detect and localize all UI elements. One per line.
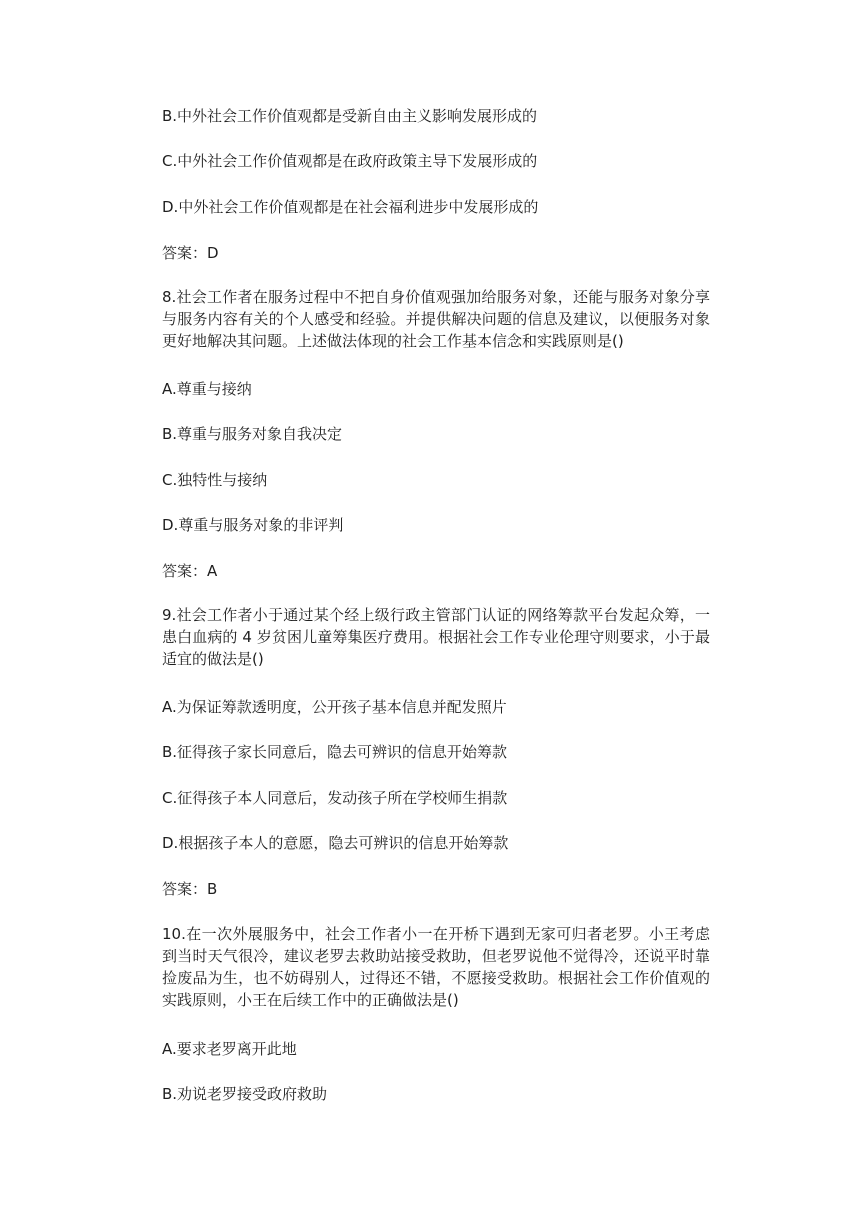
q8-question: 8.社会工作者在服务过程中不把自身价值观强加给服务对象，还能与服务对象分享与服务内容有关的个人感受和经验。并提供解决问题的信息及建议，以便服务对象更好地解决其问题。上述做法体现的社会工作基本信念和实践原则是() — [162, 288, 710, 350]
q7-answer: 答案：D — [162, 244, 219, 262]
q7-option-b: B.中外社会工作价值观都是受新自由主义影响发展形成的 — [162, 107, 538, 125]
q8-option-c: C.独特性与接纳 — [162, 471, 268, 489]
q10-option-a: A.要求老罗离开此地 — [162, 1040, 297, 1058]
q8-option-d: D.尊重与服务对象的非评判 — [162, 516, 344, 534]
q7-option-c: C.中外社会工作价值观都是在政府政策主导下发展形成的 — [162, 152, 538, 170]
q8-option-a: A.尊重与接纳 — [162, 380, 252, 398]
q9-answer: 答案：B — [162, 880, 218, 898]
q8-option-b: B.尊重与服务对象自我决定 — [162, 425, 343, 443]
q9-option-b: B.征得孩子家长同意后，隐去可辨识的信息开始筹款 — [162, 743, 508, 761]
q9-option-a: A.为保证筹款透明度，公开孩子基本信息并配发照片 — [162, 698, 507, 716]
q10-option-b: B.劝说老罗接受政府救助 — [162, 1085, 328, 1103]
q8-answer: 答案：A — [162, 562, 218, 580]
q7-option-d: D.中外社会工作价值观都是在社会福利进步中发展形成的 — [162, 198, 539, 216]
q9-option-c: C.征得孩子本人同意后，发动孩子所在学校师生捐款 — [162, 789, 508, 807]
q9-question: 9.社会工作者小于通过某个经上级行政主管部门认证的网络筹款平台发起众筹，一患白血病的 4 岁贫困儿童筹集医疗费用。根据社会工作专业伦理守则要求，小于最适宜的做法是() — [162, 606, 710, 668]
q9-option-d: D.根据孩子本人的意愿，隐去可辨识的信息开始筹款 — [162, 834, 509, 852]
q10-question: 10.在一次外展服务中，社会工作者小一在开桥下遇到无家可归者老罗。小王考虑到当时天气很冷，建议老罗去救助站接受救助，但老罗说他不觉得冷，还说平时靠捡废品为生，也不妨碍别人，过得还不错，不愿接受救助。根据社会工作价值观的实践原则，小王在后续工作中的正确做法是() — [162, 925, 710, 1009]
